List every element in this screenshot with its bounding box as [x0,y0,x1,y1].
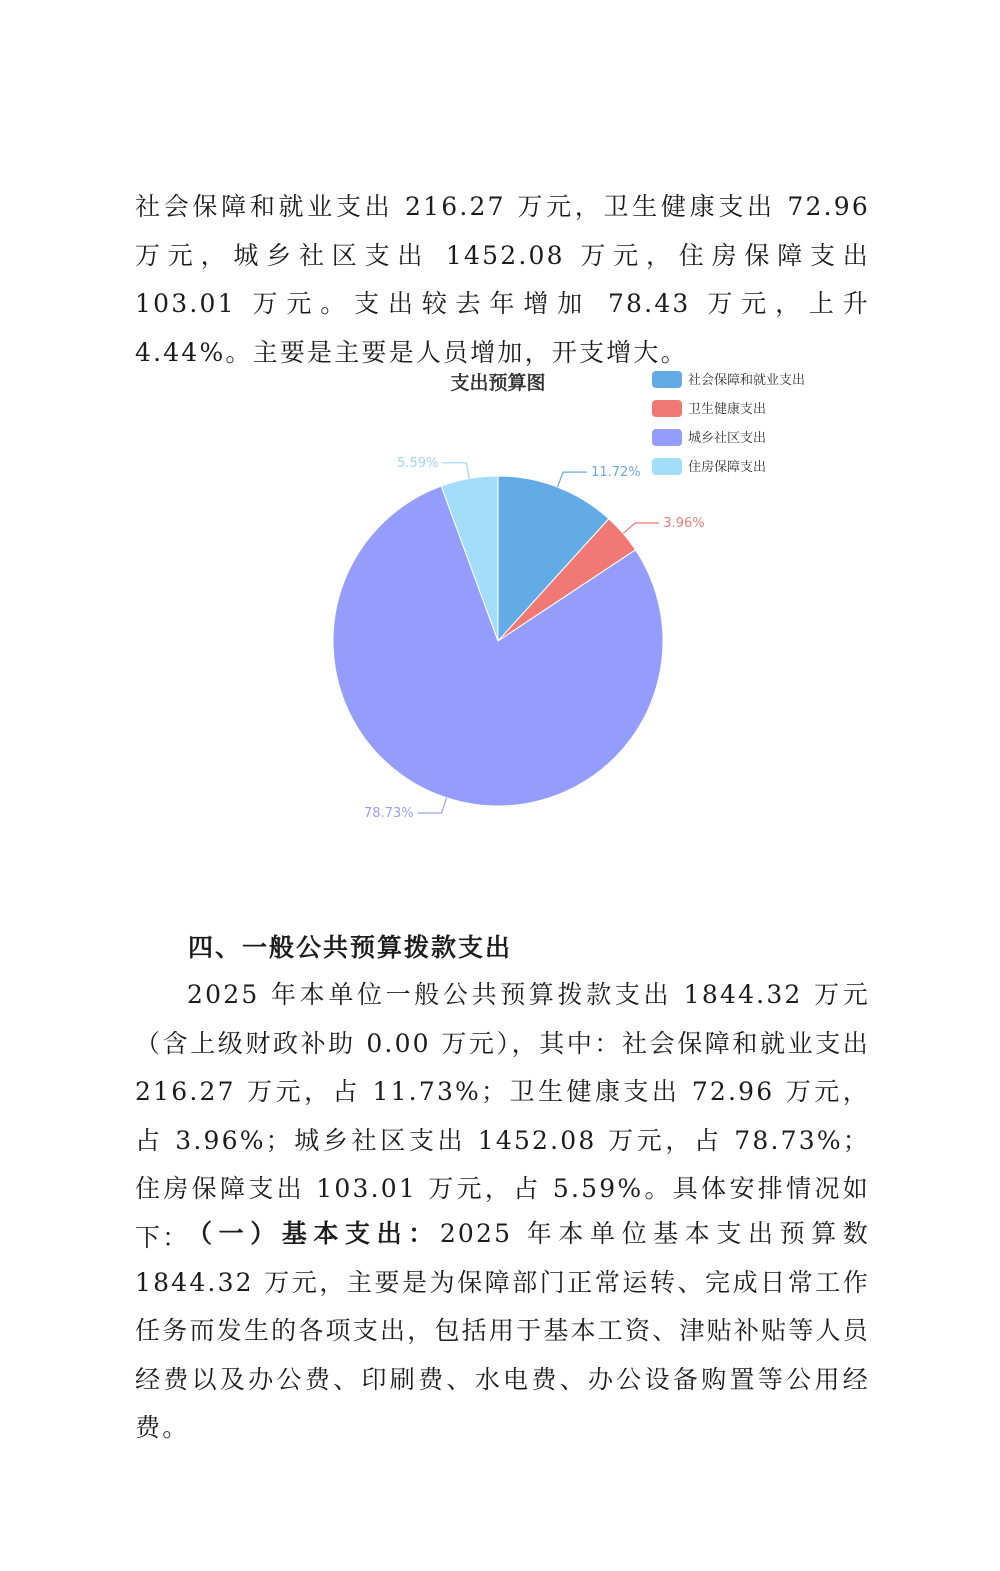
legend-label-urban-rural[interactable]: 城乡社区支出 [688,431,767,446]
chart-title: 支出预算图 [450,372,546,394]
chart-legend [652,371,805,475]
legend-swatch-urban-rural[interactable] [652,429,682,446]
paragraph-basic-expenditure [135,1210,870,1453]
basic-expenditure-body: 2025 年本单位基本支出预算数 1844.32 万元，主要是为保障部门正常运转、完成日常工作任务而发生的各项支出，包括用于基本工资、津贴补贴等人员经费以及办公费、印刷费、水电费、办公设备购置等公用经费。 [135,1219,870,1442]
pie-label-health: 3.96% [663,516,705,531]
legend-swatch-social-security[interactable] [652,371,682,388]
leader-line-health [623,523,659,533]
legend-swatch-health[interactable] [652,400,682,417]
legend-swatch-housing[interactable] [652,458,682,475]
section-heading: 四、一般公共预算拨款支出 [188,933,513,962]
pie-label-urban-rural: 78.73% [364,806,414,821]
leader-line-urban-rural [418,798,447,813]
legend-label-housing[interactable]: 住房保障支出 [688,460,767,475]
paragraph-expenditure-summary: 社会保障和就业支出 216.27 万元，卫生健康支出 72.96 万元，城乡社区支出 1452.08 万元，住房保障支出 103.01 万元。支出较去年增加 78.43 万元，上升 4.44%。主要是主要是人员增加，开支增大。 [135,192,870,367]
pie-label-housing: 5.59% [397,455,439,471]
basic-expenditure-lead: （一）基本支出： [187,1219,440,1248]
leader-line-social-security [557,472,587,487]
pie-label-social-security: 11.72% [591,465,641,481]
paragraph-general-budget: 2025 年本单位一般公共预算拨款支出 1844.32 万元（含上级财政补助 0.00 万元），其中：社会保障和就业支出 216.27 万元，占 11.73%；卫生健康支出 72.96 万元，占 3.96%；城乡社区支出 1452.08 万元，占 78.73%；住房保障支出 103.01 万元，占 5.59%。具体安排情况如下： [135,980,870,1252]
leader-line-housing [442,463,469,479]
legend-label-social-security[interactable]: 社会保障和就业支出 [688,373,806,388]
pie-slices [333,476,663,806]
expenditure-pie-chart [0,355,1000,825]
legend-label-health[interactable]: 卫生健康支出 [688,402,767,417]
